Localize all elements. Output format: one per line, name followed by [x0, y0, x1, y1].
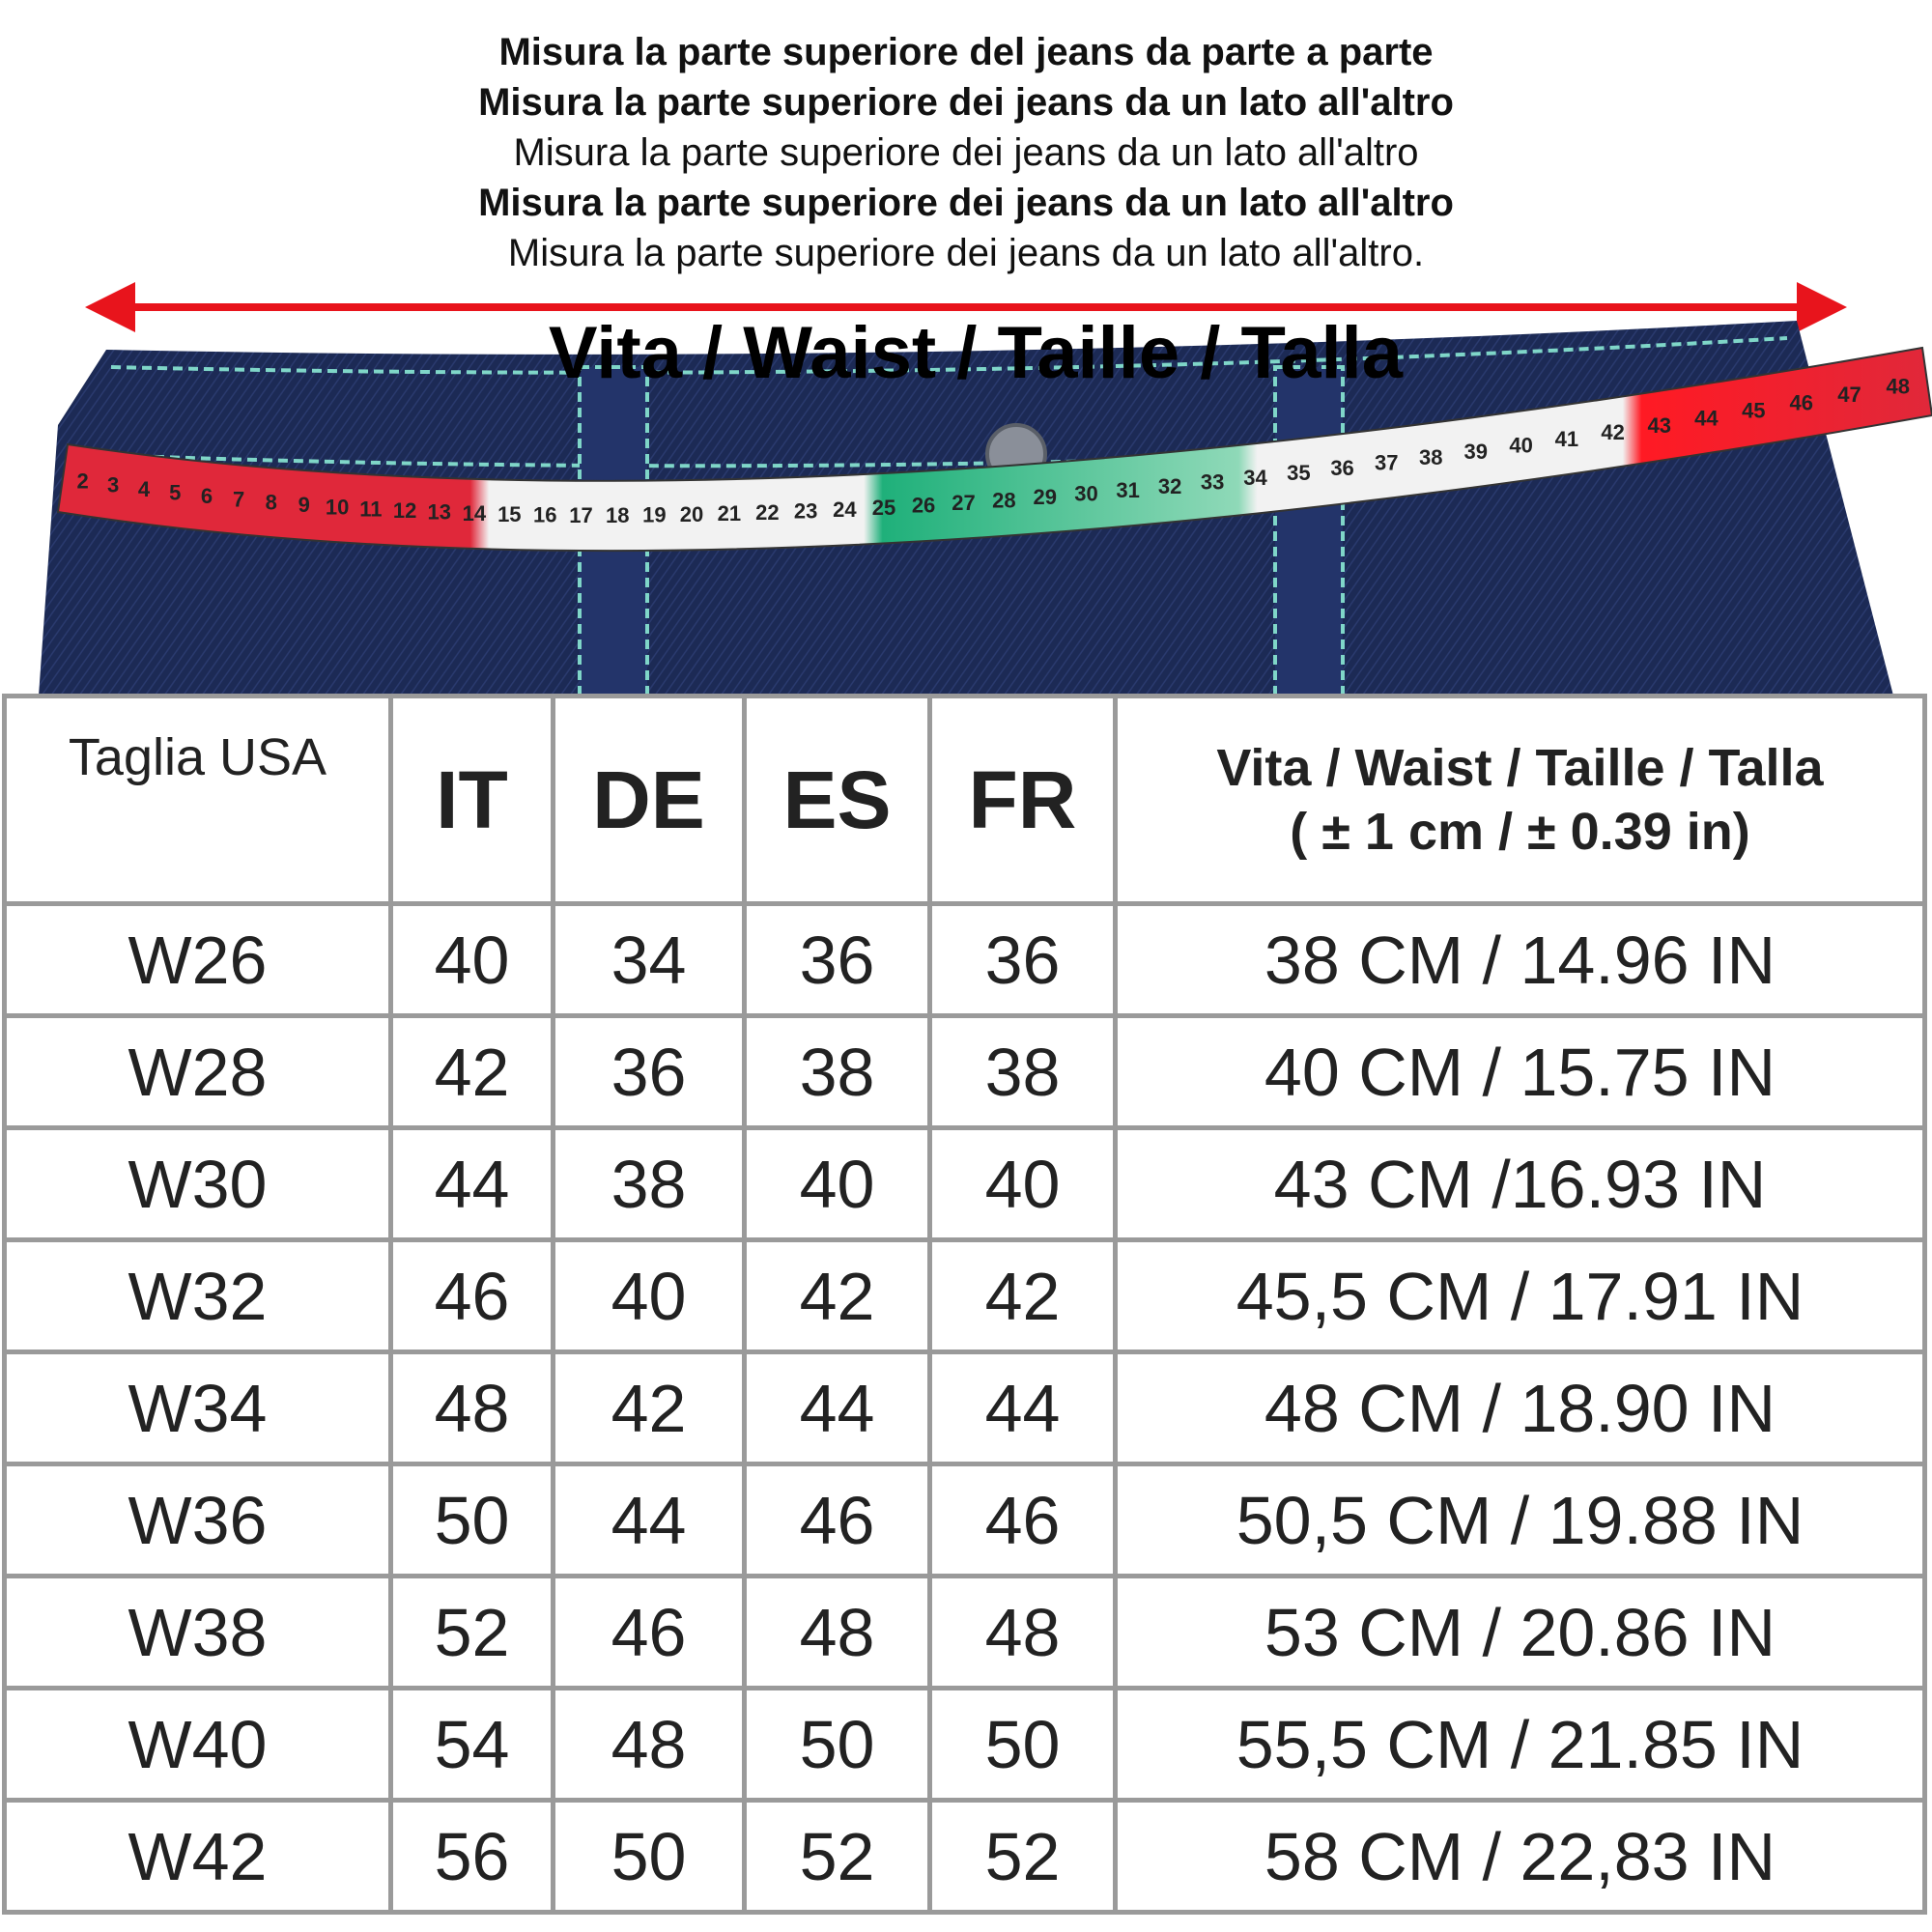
cell-fr: 40: [930, 1128, 1116, 1240]
cell-de: 44: [554, 1464, 745, 1577]
cell-vita: 45,5 CM / 17.91 IN: [1116, 1240, 1925, 1352]
header-usa: Taglia USA: [5, 696, 391, 904]
cell-usa: W36: [5, 1464, 391, 1577]
tape-number: 39: [1463, 439, 1488, 464]
cell-es: 52: [745, 1801, 930, 1913]
cell-de: 40: [554, 1240, 745, 1352]
tape-number: 36: [1330, 456, 1354, 481]
table-row: [5, 1464, 1925, 1577]
instruction-line: Misura la parte superiore del jeans da parte a parte: [498, 31, 1434, 73]
table-header-row: [5, 696, 1925, 904]
tape-number: 18: [606, 502, 630, 527]
tape-number: 34: [1243, 466, 1267, 491]
tape-number: 28: [992, 488, 1016, 513]
cell-usa: W32: [5, 1240, 391, 1352]
header-es: ES: [745, 696, 930, 904]
tape-number: 33: [1200, 469, 1225, 495]
cell-es: 38: [745, 1016, 930, 1128]
tape-number: 13: [427, 499, 452, 525]
cell-fr: 52: [930, 1801, 1116, 1913]
header-it: IT: [391, 696, 554, 904]
table-row: [5, 904, 1925, 1016]
cell-fr: 42: [930, 1240, 1116, 1352]
tape-number: 20: [679, 502, 704, 527]
tape-number: 22: [755, 500, 780, 526]
table-row: [5, 1240, 1925, 1352]
table-row: [5, 1577, 1925, 1689]
cell-es: 36: [745, 904, 930, 1016]
instruction-line: Misura la parte superiore dei jeans da un lato all'altro: [478, 81, 1454, 124]
cell-usa: W34: [5, 1352, 391, 1464]
tape-number: 21: [717, 501, 742, 526]
table-row: [5, 1801, 1925, 1913]
header-fr: FR: [930, 696, 1116, 904]
cell-vita: 53 CM / 20.86 IN: [1116, 1577, 1925, 1689]
tape-number: 25: [871, 496, 896, 520]
cell-de: 42: [554, 1352, 745, 1464]
instruction-line: Misura la parte superiore dei jeans da un lato all'altro: [478, 182, 1454, 224]
tape-number: 4: [137, 476, 151, 501]
tape-number: 24: [833, 497, 857, 522]
measure-title: Vita / Waist / Taille / Talla: [548, 312, 1404, 394]
tape-number: 46: [1789, 390, 1813, 415]
table-row: [5, 1352, 1925, 1464]
cell-it: 54: [391, 1689, 554, 1801]
cell-vita: 38 CM / 14.96 IN: [1116, 904, 1925, 1016]
cell-vita: 43 CM /16.93 IN: [1116, 1128, 1925, 1240]
tape-number: 14: [462, 500, 487, 526]
cell-usa: W42: [5, 1801, 391, 1913]
cell-de: 34: [554, 904, 745, 1016]
cell-it: 40: [391, 904, 554, 1016]
cell-fr: 50: [930, 1689, 1116, 1801]
tape-number: 11: [359, 497, 383, 522]
cell-it: 50: [391, 1464, 554, 1577]
table-row: [5, 1689, 1925, 1801]
belt-loop: [1275, 367, 1343, 696]
cell-it: 52: [391, 1577, 554, 1689]
tape-number: 17: [569, 502, 593, 527]
tape-number: 15: [497, 501, 522, 526]
cell-es: 50: [745, 1689, 930, 1801]
cell-es: 46: [745, 1464, 930, 1577]
cell-vita: 55,5 CM / 21.85 IN: [1116, 1689, 1925, 1801]
table-row: [5, 1016, 1925, 1128]
tape-number: 5: [169, 480, 182, 505]
size-table: [2, 694, 1927, 1915]
cell-usa: W38: [5, 1577, 391, 1689]
tape-number: 8: [265, 490, 277, 515]
cell-es: 44: [745, 1352, 930, 1464]
tape-number: 6: [200, 484, 213, 509]
tape-number: 44: [1694, 406, 1719, 431]
cell-es: 42: [745, 1240, 930, 1352]
header-vita-title: Vita / Waist / Taille / Talla: [1216, 739, 1824, 797]
tape-number: 47: [1837, 383, 1861, 408]
tape-number: 27: [952, 491, 976, 516]
tape-number: 19: [642, 502, 667, 527]
tape-number: 9: [298, 492, 310, 517]
header-vita: [1116, 696, 1925, 904]
header-vita-tolerance: ( ± 1 cm / ± 0.39 in): [1290, 803, 1750, 861]
cell-it: 56: [391, 1801, 554, 1913]
cell-vita: 58 CM / 22,83 IN: [1116, 1801, 1925, 1913]
tape-number: 30: [1074, 481, 1098, 506]
cell-de: 48: [554, 1689, 745, 1801]
table-row: [5, 1128, 1925, 1240]
cell-it: 48: [391, 1352, 554, 1464]
tape-number: 23: [793, 498, 818, 524]
tape-number: 32: [1157, 474, 1182, 499]
tape-number: 3: [106, 472, 120, 497]
cell-vita: 50,5 CM / 19.88 IN: [1116, 1464, 1925, 1577]
tape-number: 37: [1374, 450, 1399, 475]
cell-fr: 38: [930, 1016, 1116, 1128]
tape-number: 12: [392, 498, 417, 524]
tape-number: 7: [233, 487, 245, 512]
cell-fr: 46: [930, 1464, 1116, 1577]
cell-de: 50: [554, 1801, 745, 1913]
tape-number: 48: [1886, 374, 1910, 399]
cell-de: 46: [554, 1577, 745, 1689]
tape-number: 45: [1742, 398, 1766, 423]
cell-fr: 36: [930, 904, 1116, 1016]
tape-number: 40: [1509, 433, 1533, 458]
tape-number: 16: [532, 502, 557, 527]
instruction-line: Misura la parte superiore dei jeans da un lato all'altro: [513, 131, 1419, 174]
tape-number: 41: [1554, 426, 1579, 451]
cell-fr: 44: [930, 1352, 1116, 1464]
instruction-line: Misura la parte superiore dei jeans da un lato all'altro.: [507, 232, 1425, 274]
tape-number: 35: [1287, 461, 1311, 486]
cell-usa: W28: [5, 1016, 391, 1128]
tape-number: 42: [1601, 419, 1625, 444]
tape-number: 43: [1647, 412, 1672, 438]
header-de: DE: [554, 696, 745, 904]
cell-es: 40: [745, 1128, 930, 1240]
cell-it: 42: [391, 1016, 554, 1128]
cell-usa: W26: [5, 904, 391, 1016]
cell-de: 38: [554, 1128, 745, 1240]
cell-fr: 48: [930, 1577, 1116, 1689]
cell-vita: 40 CM / 15.75 IN: [1116, 1016, 1925, 1128]
tape-number: 31: [1116, 478, 1140, 503]
cell-vita: 48 CM / 18.90 IN: [1116, 1352, 1925, 1464]
tape-number: 10: [325, 495, 350, 520]
tape-number: 38: [1419, 444, 1443, 469]
cell-it: 44: [391, 1128, 554, 1240]
tape-number: 29: [1033, 485, 1057, 510]
tape-number: 26: [911, 493, 936, 518]
cell-usa: W40: [5, 1689, 391, 1801]
tape-number: 2: [76, 469, 89, 494]
cell-es: 48: [745, 1577, 930, 1689]
cell-de: 36: [554, 1016, 745, 1128]
instruction-lines: [0, 27, 1932, 278]
cell-usa: W30: [5, 1128, 391, 1240]
cell-it: 46: [391, 1240, 554, 1352]
